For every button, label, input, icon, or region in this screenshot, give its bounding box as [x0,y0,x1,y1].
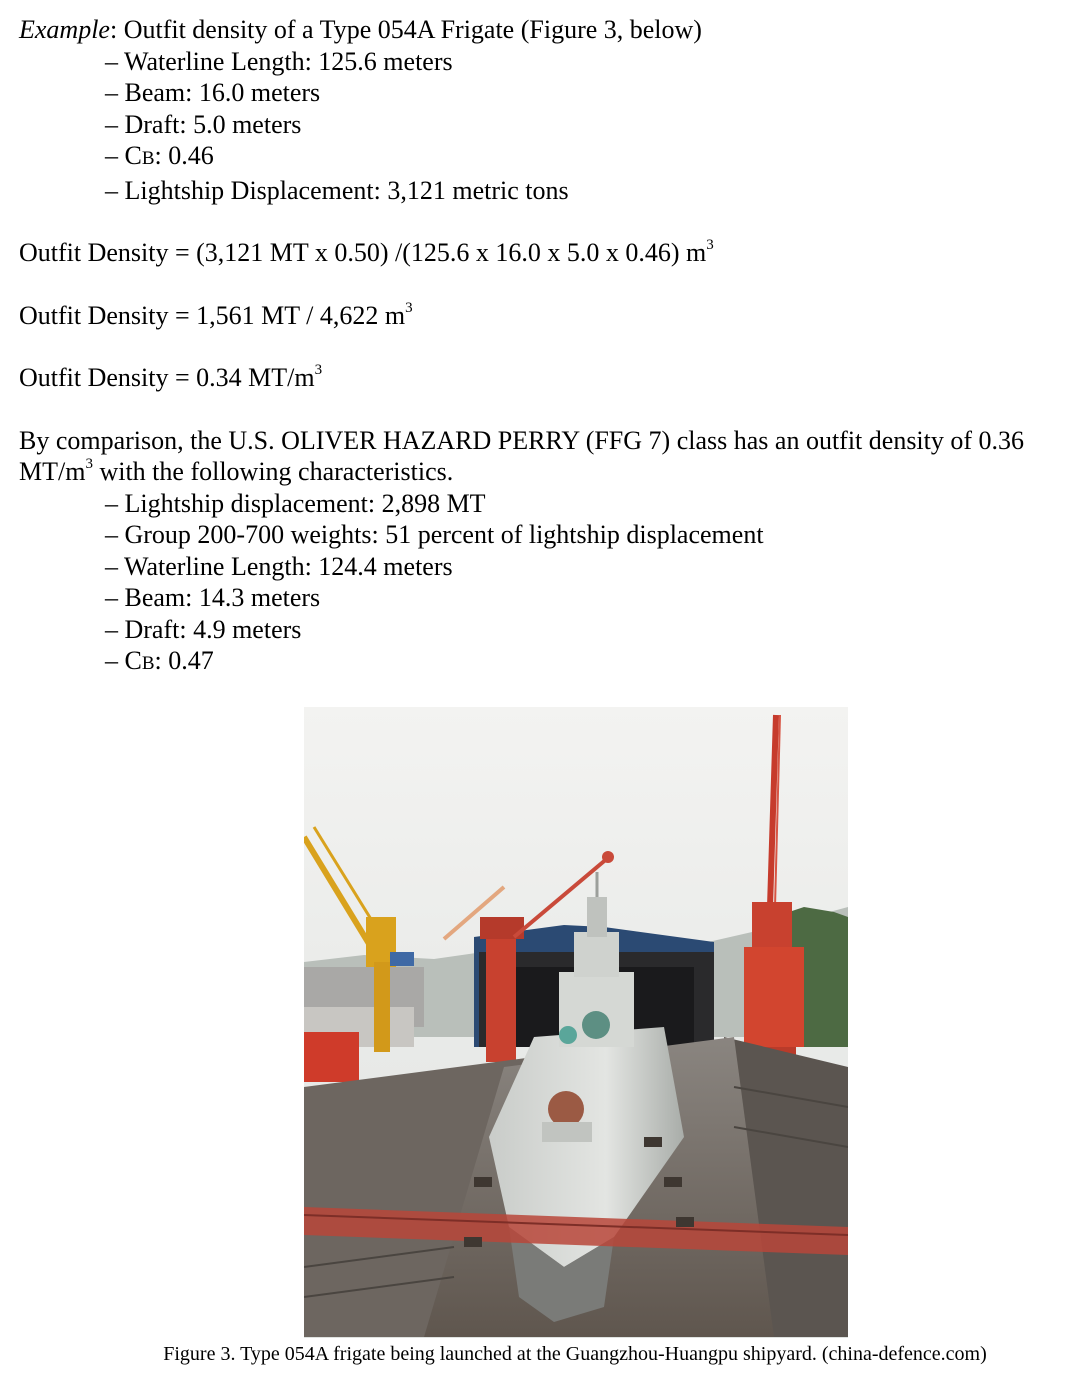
example-item-cb: – CB: 0.46 [105,141,214,170]
comparison-item: – Waterline Length: 124.4 meters [105,551,453,581]
example-label: Example [19,15,110,44]
example-item: – Draft: 5.0 meters [105,109,302,139]
comparison-item: – Beam: 14.3 meters [105,583,321,612]
equation-line: Outfit Density = 1,561 MT / 4,622 $m^3$ [19,299,413,330]
example-item: – Lightship Displacement: 3,121 metric tons [105,175,569,205]
comparison-paragraph: By comparison, the U.S. OLIVER HAZARD PERRY (FFG 7) class has an outfit density of 0.36 [19,425,1025,455]
document-body [19,14,1081,680]
example-item: – Beam: 16.0 meters [105,78,321,107]
comparison-item: – Draft: 4.9 meters [105,614,302,644]
example-heading: Example: Outfit density of a Type 054A Frigate (Figure 3, below) [19,15,702,44]
comparison-item-cb: – CB: 0.47 [105,646,214,675]
comparison-item: – Lightship displacement: 2,898 MT [105,488,486,518]
example-item: – Waterline Length: 125.6 meters [105,46,453,76]
comparison-paragraph-cont: $MT/m^3$ with the following characteristics. [19,456,454,486]
equation-line: Outfit Density = 0.34 $MT/m^3$ [19,362,323,392]
figure-photo-frigate-drydock [304,707,848,1338]
figure-caption: Figure 3. Type 054A frigate being launched at the Guangzhou-Huangpu shipyard. (china-defence.com) [163,1343,987,1365]
equation-line: Outfit Density = (3,121 MT x 0.50) /(125.6 x 16.0 x 5.0 x 0.46) $m^3$ [19,237,714,267]
comparison-item: – Group 200-700 weights: 51 percent of lightship displacement [105,520,764,549]
